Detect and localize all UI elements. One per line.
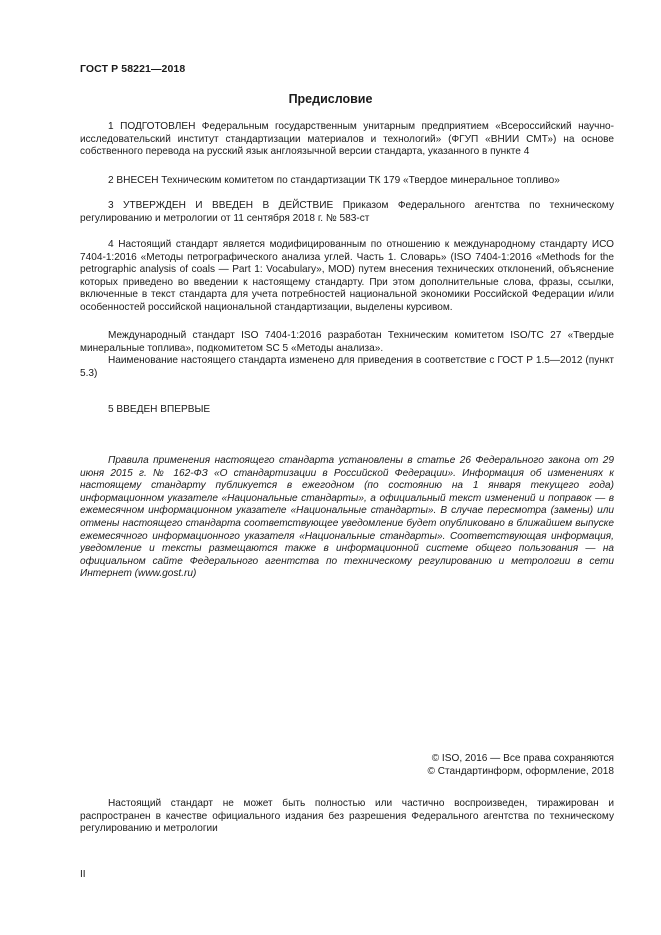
application-rules-notice: Правила применения настоящего стандарта установлены в статье 26 Федерального закона от 29 июня 2015 г. № 162-ФЗ «О стандартизации в Российской Федерации». Информация об изменениях к настоящему стандарту публикуется в ежегодном (по состоянию на 1 января текущего года) информационном указателе «Национальные стандарты», а официальный текст изменений и поправок — в ежемесячном информационном указателе «Национальные стандарты». В случае пересмотра (замены) или отмены настоящего стандарта соответствующее уведомление будет опубликовано в ближайшем выпуске ежемесячного информационного указателя «Национальные стандарты». Соответствующая информация, уведомление и тексты размещаются также в информационной системе общего пользования — на официальном сайте Федерального агентства по техническому регулированию и метрологии в сети Интернет (www.gost.ru)	[80, 455, 614, 580]
page-number: II	[80, 869, 86, 880]
paragraph-5-introduced: 5 ВВЕДЕН ВПЕРВЫЕ	[108, 404, 211, 415]
copyright-iso: © ISO, 2016 — Все права сохраняются	[431, 753, 614, 764]
page-title: Предисловие	[288, 92, 373, 106]
standard-code-header: ГОСТ Р 58221—2018	[80, 63, 186, 75]
reproduction-notice: Настоящий стандарт не может быть полностью или частично воспроизведен, тиражирован и распространен в качестве официального издания без разрешения Федерального агентства по техническому регулированию и метрологии	[80, 798, 614, 835]
paragraph-2-submitted: 2 ВНЕСЕН Техническим комитетом по стандартизации ТК 179 «Твердое минеральное топливо»	[108, 175, 560, 186]
paragraph-4-modified: 4 Настоящий стандарт является модифицированным по отношению к международному стандарту ИСО 7404-1:2016 «Методы петрографического анализа углей. Часть 1. Словарь» (ISO 7404-1:2016 «Methods for the petrographic analysis of coals — Part 1: Vocabulary», MOD) путем внесения технических отклонений, объяснение которых приведено во введении к настоящему стандарту. При этом дополнительные слова, фразы, ссылки, включенные в текст стандарта для учета потребностей национальной экономики Российской Федерации и/или особенностей российской национальной стандартизации, выделены курсивом.	[80, 239, 614, 313]
paragraph-4c-name-change: Наименование настоящего стандарта изменено для приведения в соответствие с ГОСТ Р 1.5—2012 (пункт 5.3)	[80, 355, 614, 379]
paragraph-3-approved: 3 УТВЕРЖДЕН И ВВЕДЕН В ДЕЙСТВИЕ Приказом Федерального агентства по техническому регулированию и метрологии от 11 сентября 2018 г. № 583-ст	[80, 200, 614, 224]
paragraph-4b-iso-developer: Международный стандарт ISO 7404-1:2016 разработан Техническим комитетом ISO/TC 27 «Твердые минеральные топлива», подкомитетом SC 5 «Методы анализа».	[80, 330, 614, 354]
copyright-standartinform: © Стандартинформ, оформление, 2018	[427, 766, 614, 777]
paragraph-1-prepared: 1 ПОДГОТОВЛЕН Федеральным государственным унитарным предприятием «Всероссийский научно-исследовательский институт стандартизации материалов и технологий» (ФГУП «ВНИИ СМТ») на основе собственного перевода на русский язык англоязычной версии стандарта, указанного в пункте 4	[80, 121, 614, 158]
